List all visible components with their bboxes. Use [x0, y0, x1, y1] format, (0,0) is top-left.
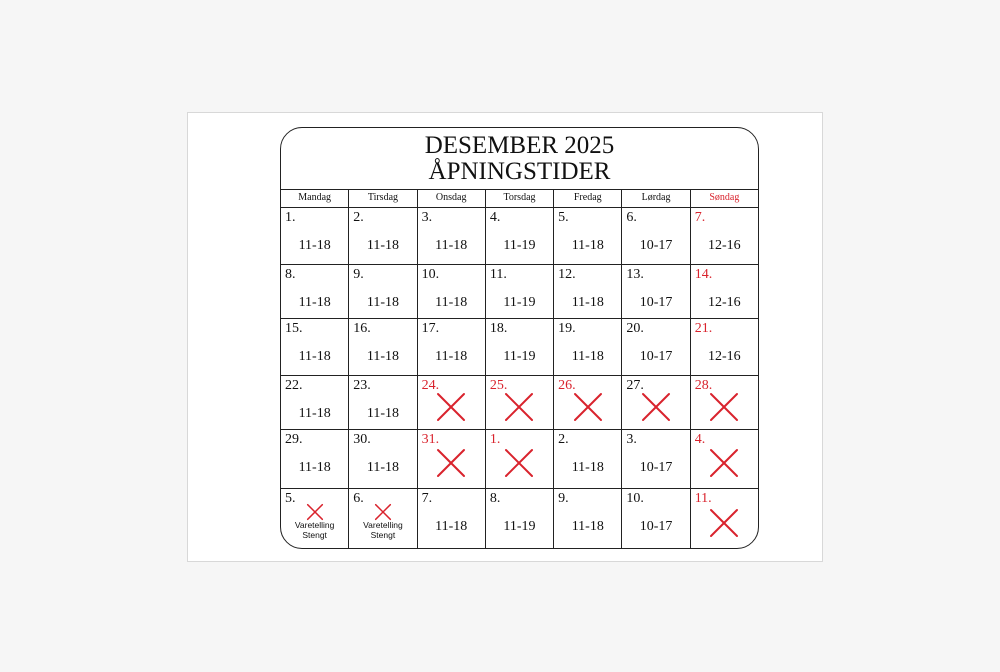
calendar-week-row: [281, 264, 758, 318]
day-number: 16.: [353, 321, 371, 336]
day-number: 22.: [285, 378, 303, 393]
calendar-week-row: [281, 375, 758, 429]
calendar-grid: [281, 189, 758, 548]
day-cell: [281, 319, 348, 375]
day-number: 24.: [421, 378, 440, 393]
day-number: 18.: [489, 321, 508, 336]
day-number: 30.: [353, 432, 371, 447]
day-cell: [485, 208, 553, 264]
day-cell: [417, 376, 485, 429]
calendar-title-month: DESEMBER 2025: [424, 132, 615, 159]
opening-hours: 10-17: [639, 460, 673, 475]
opening-hours: 11-18: [571, 519, 604, 534]
opening-hours: 12-16: [707, 349, 741, 364]
day-number: 3.: [626, 432, 637, 447]
day-cell: [621, 489, 689, 548]
day-number: 1.: [489, 432, 501, 447]
closed-note: [281, 520, 348, 540]
day-number: 26.: [558, 378, 576, 393]
closed-note-reason: Varetelling: [294, 520, 335, 530]
day-cell: [621, 208, 689, 264]
calendar-week-row: [281, 488, 758, 548]
day-number: 10.: [421, 267, 440, 282]
opening-hours: 10-17: [639, 349, 673, 364]
day-cell: [417, 430, 485, 488]
day-cell: [553, 489, 621, 548]
day-cell: [281, 208, 348, 264]
day-cell: [417, 208, 485, 264]
day-number: 11.: [489, 267, 507, 282]
weekday-mandag: Mandag: [298, 192, 332, 203]
day-cell: [553, 319, 621, 375]
opening-hours: 11-18: [298, 406, 331, 421]
day-cell: [485, 430, 553, 488]
opening-hours: 11-18: [366, 406, 399, 421]
calendar-week-row: [281, 318, 758, 375]
day-number: 6.: [626, 210, 637, 225]
day-number: 15.: [285, 321, 303, 336]
day-cell: [485, 319, 553, 375]
closed-x-icon: [708, 391, 740, 423]
day-number: 25.: [489, 378, 508, 393]
day-cell: [417, 319, 485, 375]
opening-hours: 11-18: [435, 519, 468, 534]
day-number: 23.: [353, 378, 371, 393]
day-cell: [621, 265, 689, 318]
day-cell: [485, 489, 553, 548]
weekday-lørdag: Lørdag: [621, 190, 689, 207]
day-number: 5.: [558, 210, 569, 225]
day-cell: [348, 489, 416, 548]
calendar-title: [281, 128, 758, 189]
weekday-torsdag: Torsdag: [485, 190, 553, 207]
day-number: 28.: [694, 378, 713, 393]
day-number: 8.: [489, 491, 501, 506]
day-number: 17.: [421, 321, 440, 336]
day-number: 21.: [694, 321, 713, 336]
closed-x-icon: [503, 391, 535, 423]
day-cell: [281, 489, 348, 548]
opening-hours: 12-16: [707, 238, 741, 253]
opening-hours: 11-18: [435, 295, 468, 310]
day-number: 14.: [694, 267, 713, 282]
day-number: 9.: [558, 491, 569, 506]
day-number: 4.: [489, 210, 501, 225]
opening-hours: 11-18: [366, 238, 399, 253]
day-number: 31.: [421, 432, 440, 447]
weekday-onsdag: Onsdag: [417, 190, 485, 207]
opening-hours: 12-16: [707, 295, 741, 310]
weekday-header-row: [281, 189, 758, 207]
day-cell: [621, 376, 689, 429]
day-number: 7.: [421, 491, 433, 506]
day-number: 6.: [353, 491, 364, 506]
day-cell: [690, 430, 758, 488]
day-cell: [690, 489, 758, 548]
day-cell: [348, 265, 416, 318]
calendar-title-subtitle: ÅPNINGSTIDER: [428, 158, 611, 185]
day-cell: [485, 265, 553, 318]
opening-hours: 11-18: [571, 460, 604, 475]
opening-hours: 11-18: [366, 349, 399, 364]
weekday-tirsdag: Tirsdag: [348, 190, 416, 207]
opening-hours-calendar: [280, 127, 759, 549]
opening-hours: 11-18: [366, 295, 399, 310]
day-cell: [553, 208, 621, 264]
opening-hours: 11-18: [298, 238, 331, 253]
day-number: 20.: [626, 321, 644, 336]
day-cell: [690, 265, 758, 318]
day-number: 19.: [558, 321, 576, 336]
opening-hours: 10-17: [639, 238, 673, 253]
day-cell: [281, 430, 348, 488]
day-cell: [348, 208, 416, 264]
opening-hours: 11-19: [503, 295, 536, 310]
day-number: 2.: [353, 210, 364, 225]
day-cell: [690, 208, 758, 264]
opening-hours: 11-18: [571, 295, 604, 310]
day-number: 1.: [285, 210, 296, 225]
opening-hours: 11-18: [571, 349, 604, 364]
day-number: 5.: [285, 491, 296, 506]
opening-hours: 11-18: [366, 460, 399, 475]
day-number: 11.: [694, 491, 712, 506]
calendar-week-row: [281, 207, 758, 264]
day-cell: [348, 430, 416, 488]
day-number: 12.: [558, 267, 576, 282]
opening-hours: 10-17: [639, 295, 673, 310]
closed-note-reason: Varetelling: [363, 520, 403, 530]
day-number: 8.: [285, 267, 296, 282]
day-cell: [417, 489, 485, 548]
day-number: 9.: [353, 267, 364, 282]
calendar-week-row: [281, 429, 758, 488]
opening-hours: 11-18: [435, 349, 468, 364]
closed-note-status: Stengt: [370, 530, 396, 540]
day-number: 4.: [694, 432, 706, 447]
day-cell: [281, 265, 348, 318]
opening-hours: 11-18: [298, 349, 331, 364]
day-cell: [621, 430, 689, 488]
day-number: 27.: [626, 378, 644, 393]
closed-x-icon: [708, 447, 740, 479]
opening-hours: 11-19: [503, 519, 536, 534]
opening-hours: 11-18: [298, 460, 331, 475]
day-cell: [485, 376, 553, 429]
opening-hours: 11-18: [571, 238, 604, 253]
weekday-fredag: Fredag: [553, 190, 621, 207]
day-number: 10.: [626, 491, 644, 506]
day-number: 13.: [626, 267, 644, 282]
day-cell: [417, 265, 485, 318]
day-number: 2.: [558, 432, 569, 447]
day-cell: [348, 319, 416, 375]
closed-x-icon: [640, 391, 672, 423]
closed-x-icon: [503, 447, 535, 479]
day-cell: [690, 376, 758, 429]
opening-hours: 11-18: [435, 238, 468, 253]
opening-hours: 11-19: [503, 238, 536, 253]
opening-hours: 10-17: [639, 519, 673, 534]
day-cell: [621, 319, 689, 375]
closed-x-icon: [306, 503, 324, 521]
closed-x-icon: [435, 447, 467, 479]
weekday-søndag: Søndag: [690, 190, 758, 207]
day-number: 3.: [421, 210, 433, 225]
opening-hours: 11-18: [298, 295, 331, 310]
day-cell: [281, 376, 348, 429]
day-number: 29.: [285, 432, 303, 447]
day-number: 7.: [694, 210, 706, 225]
closed-x-icon: [435, 391, 467, 423]
day-cell: [553, 376, 621, 429]
day-cell: [348, 376, 416, 429]
closed-x-icon: [572, 391, 604, 423]
closed-x-icon: [708, 507, 740, 539]
day-cell: [690, 319, 758, 375]
day-cell: [553, 265, 621, 318]
closed-x-icon: [374, 503, 392, 521]
day-cell: [553, 430, 621, 488]
closed-note: [349, 520, 416, 540]
opening-hours: 11-19: [503, 349, 536, 364]
closed-note-status: Stengt: [302, 530, 327, 540]
